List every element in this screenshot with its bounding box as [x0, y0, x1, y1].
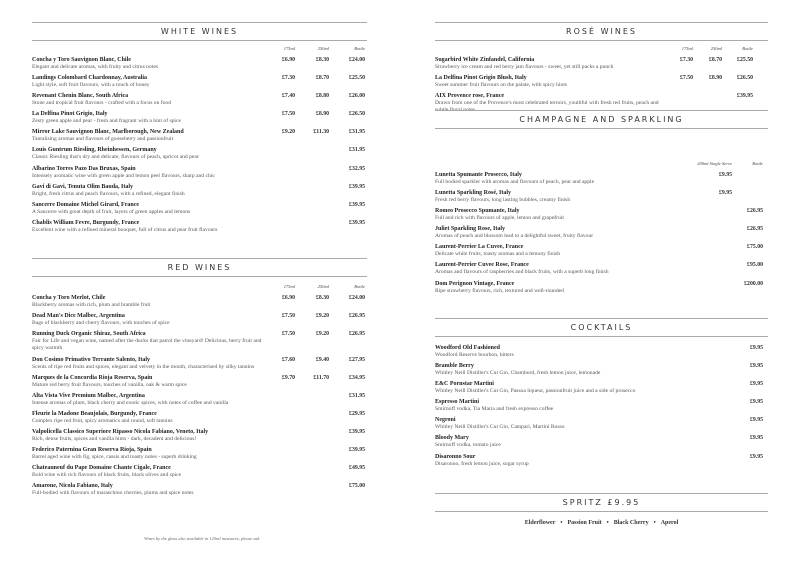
item-description: Excellent wine with a refined mineral bouquet, full of citrus and pear fruit flavours [32, 226, 218, 233]
menu-item [32, 56, 367, 71]
item-price: £7.50 [281, 331, 295, 338]
separator-dot: • [606, 520, 609, 526]
item-description: Woodford Reserve bourbon, bitters [435, 352, 514, 358]
menu-item [32, 356, 367, 371]
item-name: Laurent-Perrier La Cuvee, France [435, 244, 524, 251]
item-price: £6.90 [281, 57, 295, 63]
item-name: AIX Provence rose, France [435, 93, 505, 100]
item-name: Alta Vista Vive Premium Malbec, Argentina [32, 392, 145, 399]
white-wines-list [32, 46, 367, 237]
column-header: 175ml [681, 46, 693, 51]
item-name: Federico Paternina Gran Reserva Rioja, Spain [32, 447, 152, 454]
menu-item [32, 165, 367, 180]
item-price: £39.95 [349, 201, 365, 208]
item-description: Whitley Neill Distiller's Cut Gin, Chambord, fresh lemon juice, lemonade [435, 370, 601, 377]
item-description: Mature red berry fruit flavours, touches of vanilla, oak & warm spice [32, 381, 187, 388]
menu-item [32, 482, 367, 497]
menu-item [32, 294, 367, 309]
menu-item [435, 171, 768, 186]
item-price: £9.95 [749, 399, 763, 406]
glass-measures-note: Wines by the glass also available in 125ml measures, please ask [144, 536, 260, 541]
menu-item [435, 189, 768, 204]
item-price: £27.95 [349, 356, 365, 363]
menu-item [435, 398, 768, 413]
item-price: £6.90 [281, 295, 295, 301]
column-header: 250ml [317, 284, 329, 289]
item-name: E&C Pornstar Martini [435, 381, 494, 388]
item-price: £26.00 [349, 93, 365, 100]
menu-item [32, 183, 367, 198]
item-price: £8.90 [708, 75, 722, 82]
item-price: £26.95 [747, 208, 763, 215]
menu-item [435, 362, 768, 377]
item-price: £24.00 [349, 295, 365, 301]
rose-wines-list [435, 46, 768, 118]
item-name: Lunetta Sparkling Rosé, Italy [435, 190, 512, 197]
separator-dot: • [653, 520, 656, 526]
item-name: Revenant Chenin Blanc, South Africa [32, 93, 129, 100]
item-name: Romeo Prosecco Spumante, Italy [435, 208, 520, 215]
item-name: Espresso Martini [435, 399, 480, 406]
item-price: £49.95 [349, 465, 365, 472]
item-description: Bright, fresh citrus and peach flavours, with a refined, elegant finish [32, 190, 185, 197]
item-price: £8.90 [315, 111, 329, 118]
item-price: £8.80 [315, 93, 329, 100]
menu-item [435, 207, 768, 222]
item-price: £7.40 [281, 93, 295, 100]
menu-item [32, 428, 367, 443]
column-header: Bottle [742, 46, 753, 51]
menu-item [435, 261, 768, 276]
item-price: £31.95 [349, 392, 365, 399]
item-price: £11.30 [313, 129, 329, 136]
item-description: Ripe strawberry flavours, rich, textured and well-rounded [435, 287, 564, 294]
cocktails-heading: COCKTAILS [435, 318, 768, 337]
spritz-flavour: Aperol [660, 520, 679, 526]
item-price: £7.60 [281, 356, 295, 363]
item-price: £9.95 [749, 363, 763, 370]
column-header: 250ml [317, 46, 329, 51]
item-name: Laurent-Perrier Cuvee Rose, France [435, 262, 529, 269]
column-header: 200ml Single Serve [697, 161, 732, 166]
item-name: Dom Perignon Vintage, France [435, 280, 515, 287]
item-name: Mirror Lake Sauvignon Blanc, Marlborough, New Zealand [32, 129, 184, 136]
item-name: Dead Man's Dice Malbec, Argentina [32, 313, 125, 320]
column-header: 250ml [710, 46, 722, 51]
item-description: Full-bodied with flavours of maraschino cherries, plums and spice notes [32, 490, 194, 497]
spritz-heading: SPRITZ £9.95 [435, 493, 768, 512]
spritz-flavour: Elderflower [524, 520, 556, 526]
menu-item [435, 344, 768, 359]
item-price: £26.95 [747, 226, 763, 233]
item-price: £9.95 [749, 417, 763, 424]
menu-item [32, 374, 367, 389]
column-header: Bottle [354, 284, 365, 289]
item-name: Chateauneuf du Pape Domaine Chante Cigale, France [32, 465, 171, 472]
item-description: Rich, dense fruits, spices and vanilla hints - dark, decadent and delicious! [32, 435, 197, 442]
column-headers [32, 284, 367, 294]
item-name: Marques de la Concordia Rioja Reserva, Spain [32, 374, 153, 381]
separator-dot: • [560, 520, 563, 526]
column-headers [435, 161, 768, 171]
menu-item [32, 128, 367, 143]
menu-item [435, 280, 768, 295]
menu-item [32, 219, 367, 234]
column-header: Bottle [354, 46, 365, 51]
item-description: Sweet summer fruit flavours on the palate, with spicy hints [435, 82, 568, 89]
red-wines-list [32, 284, 367, 500]
item-price: £9.95 [718, 190, 732, 197]
item-name: Amarone, Nicola Fabiano, Italy [32, 483, 113, 490]
item-price: £26.95 [349, 313, 365, 320]
item-description: Fair for Life and vegan wine, named after the ducks that patrol the vineyard! Delicious, berry fruit and spicy warmth [32, 338, 262, 352]
item-name: Fleurie la Madone Beaujolais, Burgundy, France [32, 410, 157, 417]
item-description: Whitley Neill Distiller's Cut Gin, Campari, Martini Rosso [435, 424, 565, 431]
item-price: £39.95 [349, 183, 365, 190]
item-description: Full and rich with flavours of apple, lemon and grapefruit [435, 215, 564, 222]
item-price: £32.95 [349, 165, 365, 172]
item-price: £9.20 [315, 313, 329, 320]
item-name: Albarino Torres Pazo Das Bruxas, Spain [32, 165, 136, 172]
item-price: £8.30 [315, 57, 329, 63]
item-name: Louis Guntrum Riesling, Rheinhessen, Germany [32, 147, 157, 154]
item-price: £9.20 [281, 129, 295, 136]
champagne-heading: CHAMPAGNE AND SPARKLING [435, 110, 768, 129]
item-description: Drawn from one of the Provence's most celebrated terroirs, youthful with fresh red fruits, peach and subtle floral notes [435, 100, 659, 114]
item-name: Gavi di Gavi, Tenuta Olim Bauda, Italy [32, 183, 134, 190]
item-price: £31.95 [349, 129, 365, 136]
menu-item [435, 416, 768, 431]
item-description: Barrel aged wine with fig, spice, cassis and toasty notes - superb drinking [32, 454, 197, 461]
menu-item [435, 225, 768, 240]
item-price: £9.95 [749, 435, 763, 442]
item-price: £8.30 [315, 295, 329, 301]
item-description: Light style, soft fruit flavours, with a touch of honey [32, 82, 150, 89]
menu-item [435, 380, 768, 395]
item-price: £26.95 [349, 331, 365, 338]
item-name: Concha y Toro Merlot, Chile [32, 295, 106, 301]
column-header: Bottle [752, 161, 763, 166]
item-price: £34.95 [349, 374, 365, 381]
item-price: £39.95 [349, 219, 365, 226]
red-wines-heading: RED WINES [32, 258, 367, 277]
item-name: Disaronno Sour [435, 453, 476, 460]
item-name: Juliet Sparkling Rose, Italy [435, 226, 506, 233]
menu-item [32, 92, 367, 107]
item-description: Aromas of peach and blossom lead to a delightful sweet, fruity flavour [435, 233, 594, 240]
menu-item [32, 110, 367, 125]
item-description: Whitley Neill Distiller's Cut Gin, Passoa liqueur, passionfruit juice and a side of prosecco [435, 388, 636, 395]
item-name: Chablis William Fevre, Burgundy, France [32, 219, 140, 226]
item-description: Blackberry aromas with rich, plum and bramble fruit [32, 302, 151, 308]
item-name: Landings Colombard Chardonnay, Australia [32, 75, 148, 82]
item-description: Full bodied sparkler with aromas and flavours of peach, pear and apple [435, 179, 595, 185]
item-price: £31.95 [349, 147, 365, 154]
column-headers [435, 46, 768, 56]
item-price: £9.20 [315, 331, 329, 338]
item-name: Sugarbird White Zinfandel, California [435, 57, 535, 63]
champagne-list [435, 161, 768, 298]
item-price: £25.50 [349, 75, 365, 82]
spritz-flavour: Black Cherry [613, 520, 649, 526]
item-description: Stone and tropical fruit flavours - crafted with a focus on food [32, 100, 172, 107]
item-name: Don Cosimo Primativo Terrante Salento, Italy [32, 356, 150, 363]
item-description: A Sancerre with great depth of fruit, layers of green apples and lemons [32, 208, 191, 215]
item-price: £9.70 [281, 374, 295, 381]
item-price: £26.50 [349, 111, 365, 118]
item-name: La Delfina Pinot Grigio, Italy [32, 111, 108, 118]
item-price: £95.00 [747, 262, 763, 269]
right-column [435, 0, 768, 566]
menu-item [32, 74, 367, 89]
item-price: £9.95 [749, 453, 763, 460]
menu-item [32, 146, 367, 161]
item-price: £75.00 [349, 483, 365, 490]
item-description: Smirnoff vodka, tomato juice [435, 442, 501, 449]
item-price: £24.00 [349, 57, 365, 63]
item-price: £7.30 [679, 57, 693, 63]
item-price: £7.30 [281, 75, 295, 82]
left-column [32, 0, 367, 566]
item-price: £200.00 [744, 280, 763, 287]
item-price: £9.40 [315, 356, 329, 363]
item-price: £7.50 [281, 111, 295, 118]
column-headers [32, 46, 367, 56]
item-price: £7.50 [281, 313, 295, 320]
menu-item [32, 410, 367, 425]
item-description: Bags of blackberry and cherry flavours, with touches of spice [32, 320, 170, 327]
item-price: £39.95 [349, 447, 365, 454]
item-name: Valpolicella Classico Superiore Ripasso Nicola Fabiano, Veneto, Italy [32, 428, 209, 435]
item-name: Sancerre Domaine Michel Girard, France [32, 201, 140, 208]
item-description: Classic Riesling that's dry and delicate, flavours of peach, apricot and pear [32, 154, 199, 161]
item-description: Zesty green apple and pear - fresh and fragrant with a hint of spice [32, 118, 181, 125]
menu-item [32, 464, 367, 479]
item-price: £75.00 [747, 244, 763, 251]
cocktails-list [435, 344, 768, 471]
item-name: La Delfina Pinot Grigio Blush, Italy [435, 75, 527, 82]
item-price: £26.50 [737, 75, 753, 82]
item-price: £8.70 [708, 57, 722, 63]
item-description: Aromas and flavours of raspberries and black fruits, with a superb long finish [435, 269, 609, 276]
spritz-flavours [435, 520, 768, 526]
item-description: Fresh red berry flavours, long lasting bubbles, creamy finish [435, 197, 571, 204]
item-name: Bramble Berry [435, 363, 474, 370]
item-description: Disaronno, fresh lemon juice, sugar syrup [435, 460, 529, 467]
menu-item [32, 201, 367, 216]
item-price: £9.95 [749, 345, 763, 351]
item-description: Scents of ripe red fruits and spices, elegant and velvety in the mouth, characterised by silky tannins [32, 363, 255, 370]
item-name: Woodford Old Fashioned [435, 345, 501, 351]
item-description: Intensely aromatic wine with green apple and lemon peel flavours, sharp and chic [32, 172, 215, 179]
item-price: £39.95 [737, 93, 753, 100]
item-description: Intense aromas of plum, black cherry and exotic spices, with notes of coffee and vanilla [32, 399, 229, 406]
menu-item [32, 312, 367, 327]
item-name: Negroni [435, 417, 456, 424]
item-description: Strawberry ice cream and red berry jam flavours - sweet, yet still packs a punch [435, 64, 614, 70]
item-name: Running Duck Organic Shiraz, South Africa [32, 331, 146, 338]
menu-item [435, 56, 768, 71]
item-description: Delicate white fruits, toasty aromas and a lemony finish [435, 251, 561, 258]
item-name: Bloody Mary [435, 435, 469, 442]
item-description: Tantalising aromas and flavours of gooseberry and passionfruit [32, 136, 174, 143]
column-header: 175ml [283, 46, 295, 51]
item-price: £9.95 [749, 381, 763, 388]
item-name: Concha y Toro Sauvignon Blanc, Chile [32, 57, 131, 63]
column-header: 175ml [283, 284, 295, 289]
item-description: Smirnoff vodka, Tia Maria and fresh expresso coffee [435, 406, 554, 413]
item-price: £9.95 [718, 172, 732, 178]
item-description: Elegant and delicate aromas, with fruity and citrus notes [32, 64, 158, 70]
item-description: Complex ripe red fruit, spicy aromatics and round, soft tannins [32, 417, 173, 424]
menu-item [435, 74, 768, 89]
item-price: £11.70 [313, 374, 329, 381]
white-wines-heading: WHITE WINES [32, 22, 367, 41]
spritz-flavour: Passion Fruit [567, 520, 602, 526]
menu-item [435, 453, 768, 468]
item-description: Bold wine with rich flavours of black fruits, black olives and spice [32, 472, 182, 479]
menu-item [435, 434, 768, 449]
item-price: £8.70 [315, 75, 329, 82]
item-price: £39.95 [349, 428, 365, 435]
menu-item [435, 243, 768, 258]
item-price: £25.50 [737, 57, 753, 63]
item-price: £29.95 [349, 410, 365, 417]
menu-item [32, 392, 367, 407]
menu-item [32, 446, 367, 461]
rose-wines-heading: ROSÉ WINES [435, 22, 768, 41]
menu-item [32, 330, 367, 353]
item-price: £7.50 [679, 75, 693, 82]
item-name: Lunetta Spumante Prosecco, Italy [435, 172, 522, 178]
